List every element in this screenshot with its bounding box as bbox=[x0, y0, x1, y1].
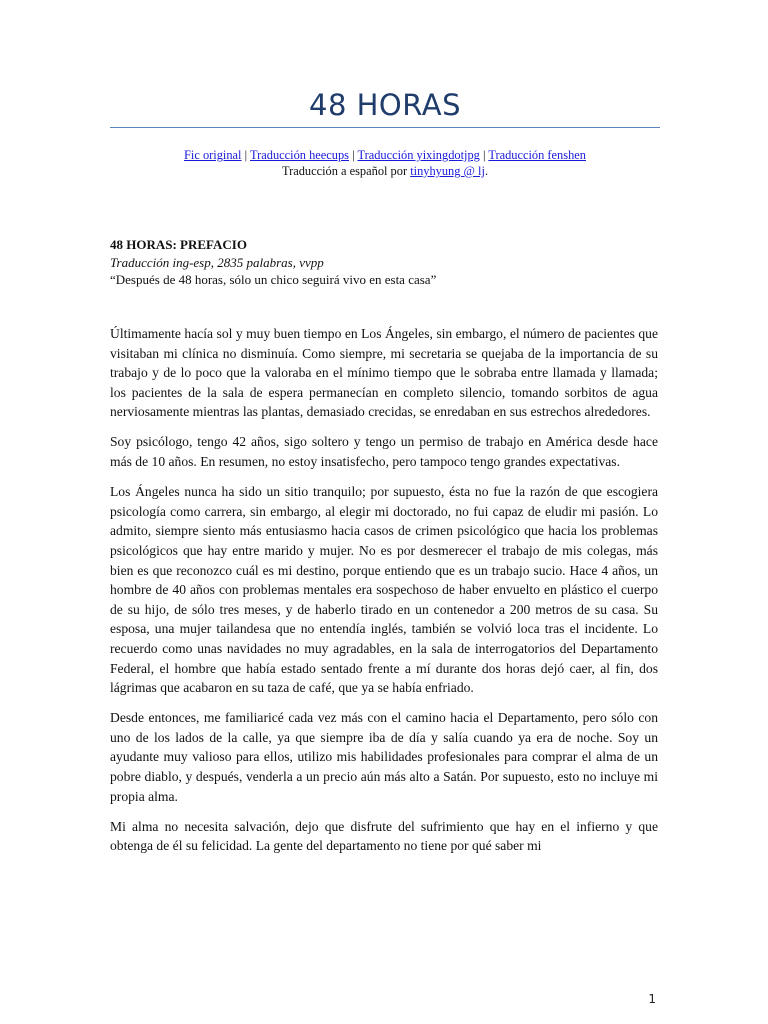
paragraph: Mi alma no necesita salvación, dejo que disfrute del sufrimiento que hay en el infierno y que obtenga de él su felicidad. La gente del departamento no tiene por qué saber mi bbox=[110, 818, 658, 854]
link-separator: | bbox=[482, 148, 489, 162]
translation-credit bbox=[110, 163, 660, 179]
paragraph: Últimamente hacía sol y muy buen tiempo en Los Ángeles, sin embargo, el número de pacientes que visitaban mi clínica no disminuía. Como siempre, mi secretaria se quejaba de la importancia de su trabajo y de lo poco que la valoraba en el mínimo tiempo que le sobraba entre llamada y llamada; los pacientes de la sala de espera permanecían en completo silencio, tomando sorbitos de agua nerviosamente mientras las plantas, demasiado crecidas, se enredaban en sus estrechos alrededores. bbox=[110, 326, 658, 420]
link-translator[interactable]: tinyhyung @ lj bbox=[410, 164, 485, 178]
paragraph: Desde entonces, me familiaricé cada vez más con el camino hacia el Departamento, pero sólo con uno de los lados de la calle, ya que siempre iba de día y salía cuando ya era de noche. Soy un ayudante muy valioso para ellos, utilizo mis habilidades profesionales para comprar el alma de un pobre diablo, y después, venderla a un precio aún más alto a Satán. Por supuesto, esto no incluye mi propia alma. bbox=[110, 710, 658, 804]
title-underline bbox=[110, 127, 660, 128]
link-separator: | bbox=[244, 148, 250, 162]
credit-suffix: . bbox=[484, 164, 489, 178]
link-traduccion-fenshen[interactable]: Traducción fenshen bbox=[488, 148, 586, 162]
preface-meta: Traducción ing-esp, 2835 palabras, vvpp bbox=[110, 254, 324, 270]
translation-links bbox=[110, 147, 660, 163]
preface-quote: “Después de 48 horas, sólo un chico seguirá vivo en esta casa” bbox=[110, 272, 437, 287]
link-fic-original[interactable]: Fic original bbox=[184, 148, 242, 162]
body-text bbox=[110, 324, 658, 866]
paragraph: Soy psicólogo, tengo 42 años, sigo soltero y tengo un permiso de trabajo en América desde hace más de 10 años. En resumen, no estoy insatisfecho, pero tampoco tengo grandes expectativas. bbox=[110, 434, 658, 470]
document-title: 48 HORAS bbox=[309, 88, 461, 122]
link-traduccion-heecups[interactable]: Traducción heecups bbox=[249, 148, 349, 162]
link-traduccion-yixingdotjpg[interactable]: Traducción yixingdotjpg bbox=[357, 148, 480, 162]
preface-heading: 48 HORAS: PREFACIO bbox=[110, 237, 247, 252]
credit-prefix: Traducción a español por bbox=[281, 164, 411, 178]
page-number: 1 bbox=[648, 992, 656, 1006]
preface-block bbox=[110, 236, 660, 289]
link-separator: | bbox=[352, 148, 358, 162]
paragraph: Los Ángeles nunca ha sido un sitio tranquilo; por supuesto, ésta no fue la razón de que escogiera psicología como carrera, sin embargo, al elegir mi doctorado, no fui capaz de eludir mi pasión. Lo admito, siempre siento más entusiasmo hacia casos de crimen psicológico que hacia los problemas psicológicos que hay entre marido y mujer. No es por desmerecer el trabajo de mis colegas, más bien es que reconozco cuál es mi destino, porque entiendo que es un trabajo sucio. Hace 4 años, un hombre de 40 años con problemas mentales era sospechoso de haber envuelto en plástico el cuerpo de su hijo, de sólo tres meses, y de haberlo tirado en un contenedor a 200 metros de su casa. Su esposa, una mujer tailandesa que no entendía inglés, también se volvió loca tras el incidente. Lo recuerdo como unas navidades no muy agradables, en la sala de interrogatorios del Departamento Federal, el hombre que había estado sentado frente a mí durante dos horas dejó caer, al fin, dos lágrimas que acabaron en su taza de café, que ya se había enfriado. bbox=[110, 484, 658, 696]
